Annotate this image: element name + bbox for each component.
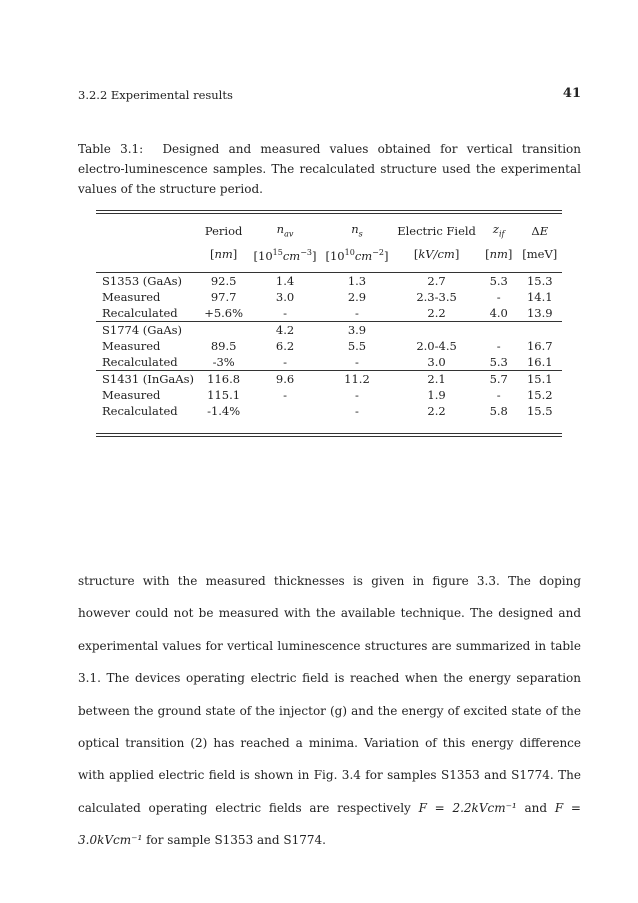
table-cell: 14.1	[526, 290, 553, 305]
table-cell: 5.7	[480, 371, 518, 388]
table-cell: 2.3-3.5	[416, 290, 457, 305]
table-cell: 2.7	[393, 273, 480, 290]
table-cell: 92.5	[198, 273, 249, 290]
unit-field: [kV/cm]	[413, 247, 460, 262]
table-cell: S1353 (GaAs)	[96, 273, 198, 290]
table-cell: 2.1	[393, 371, 480, 388]
table-cell	[480, 322, 518, 339]
caption-label: Table 3.1:	[78, 142, 144, 156]
table-cell: 16.1	[526, 355, 553, 370]
table-cell: S1774 (GaAs)	[96, 322, 198, 339]
table-cell: 3.9	[321, 322, 393, 339]
table-cell: 9.6	[249, 371, 320, 388]
table-cell: -3%	[212, 355, 235, 370]
table-caption	[78, 139, 581, 199]
table-cell: 15.1	[518, 371, 562, 388]
col-ns: $n_s$	[351, 222, 363, 239]
caption-text: Designed and measured values obtained for vertical transition electro-luminescence samples. The recalculated structure used the experimental values of the structure period.	[78, 142, 581, 196]
table-cell: 115.1	[207, 388, 241, 403]
table-cell: -	[355, 388, 359, 403]
table-cell: -	[496, 290, 501, 305]
table-cell: 3.0	[275, 290, 295, 305]
table-cell: Recalculated	[102, 306, 178, 321]
col-nav: $n_{av}$	[276, 222, 294, 239]
table-row	[96, 322, 562, 339]
table-cell: 2.2	[427, 306, 446, 321]
body-text-end: for sample S1353 and S1774.	[146, 833, 326, 848]
table-row	[96, 403, 562, 419]
table-cell: -	[283, 306, 287, 321]
table-cell: Measured	[102, 290, 161, 305]
table-cell: S1431 (InGaAs)	[96, 371, 198, 388]
table-cell	[518, 322, 562, 339]
unit-zif: [nm]	[485, 247, 513, 262]
table-cell: 6.2	[275, 339, 295, 354]
table-cell: Measured	[102, 388, 161, 403]
header-row-2	[96, 243, 562, 266]
table-cell: 2.0-4.5	[416, 339, 457, 354]
unit-ns: $[10^{10}cm^{-2}]$	[325, 248, 389, 264]
col-electric-field: Electric Field	[397, 224, 476, 239]
table-cell: 15.2	[526, 388, 553, 403]
table-cell: 3.0	[427, 355, 446, 370]
table-cell: -	[496, 339, 501, 354]
table-cell	[249, 403, 320, 419]
col-zif: $z_{if}$	[492, 222, 505, 239]
table-cell: 1.4	[249, 273, 320, 290]
table-cell: 15.5	[526, 404, 553, 419]
table-cell: -1.4%	[207, 404, 241, 419]
table-cell: 2.9	[347, 290, 367, 305]
table-cell: 4.0	[489, 306, 508, 321]
table-cell: -	[496, 388, 501, 403]
table-cell: 5.3	[489, 355, 508, 370]
section-title: 3.2.2 Experimental results	[78, 88, 233, 102]
table-cell: 1.3	[321, 273, 393, 290]
table-cell: 1.9	[427, 388, 446, 403]
table-cell: Measured	[102, 339, 161, 354]
table-cell: -	[355, 306, 359, 321]
table-row	[96, 387, 562, 403]
unit-period: [nm]	[209, 247, 238, 262]
equation-2: F = 3.0kVcm⁻¹	[78, 800, 581, 848]
table-body	[96, 214, 562, 425]
table-cell: -	[355, 404, 359, 419]
table-row	[96, 273, 562, 290]
body-paragraph	[78, 565, 581, 857]
table-cell: -	[355, 355, 359, 370]
body-and: and	[524, 800, 548, 815]
unit-delta-e: [meV]	[522, 247, 558, 262]
header-row-1	[96, 220, 562, 243]
table-cell: 16.7	[526, 339, 553, 354]
table-row	[96, 371, 562, 388]
col-delta-e: ΔE	[531, 224, 549, 239]
table-row	[96, 354, 562, 371]
table-row	[96, 305, 562, 322]
table-cell: 11.2	[321, 371, 393, 388]
table-cell: 15.3	[518, 273, 562, 290]
table-cell: 5.8	[489, 404, 508, 419]
running-header	[78, 86, 581, 104]
page-number: 41	[562, 86, 581, 101]
results-table	[96, 210, 562, 437]
table-cell: 116.8	[198, 371, 249, 388]
table-cell: 5.5	[347, 339, 367, 354]
table-cell: 4.2	[249, 322, 320, 339]
table-cell: +5.6%	[204, 306, 244, 321]
table-cell	[198, 322, 249, 339]
unit-nav: $[10^{15}cm^{-3}]$	[253, 248, 317, 264]
col-period: Period	[204, 224, 243, 239]
table-cell: 5.3	[480, 273, 518, 290]
table-cell	[393, 322, 480, 339]
table-row	[96, 338, 562, 354]
table-cell: -	[283, 388, 287, 403]
table-cell: 2.2	[427, 404, 446, 419]
table-row	[96, 289, 562, 305]
table-cell: Recalculated	[102, 355, 178, 370]
table-cell: 13.9	[526, 306, 553, 321]
table-cell: -	[283, 355, 287, 370]
table-cell: 89.5	[210, 339, 237, 354]
table-cell: Recalculated	[102, 404, 178, 419]
table-bottom-rule	[96, 433, 562, 437]
body-text: structure with the measured thicknesses is given in figure 3.3. The doping however could not be measured with the available technique. The designed and experimental values for vertical luminescence structures are summarized in table 3.1. The devices operating electric field is reached when the energy separation between the ground state of the injector (g) and the energy of excited state of the optical transition (2) has reached a minima. Variation of this energy difference with applied electric field is shown in Fig. 3.4 for samples S1353 and S1774. The calculated operating electric fields are respectively	[78, 574, 581, 815]
equation-1: F = 2.2kVcm⁻¹	[418, 800, 517, 815]
table-cell: 97.7	[210, 290, 237, 305]
